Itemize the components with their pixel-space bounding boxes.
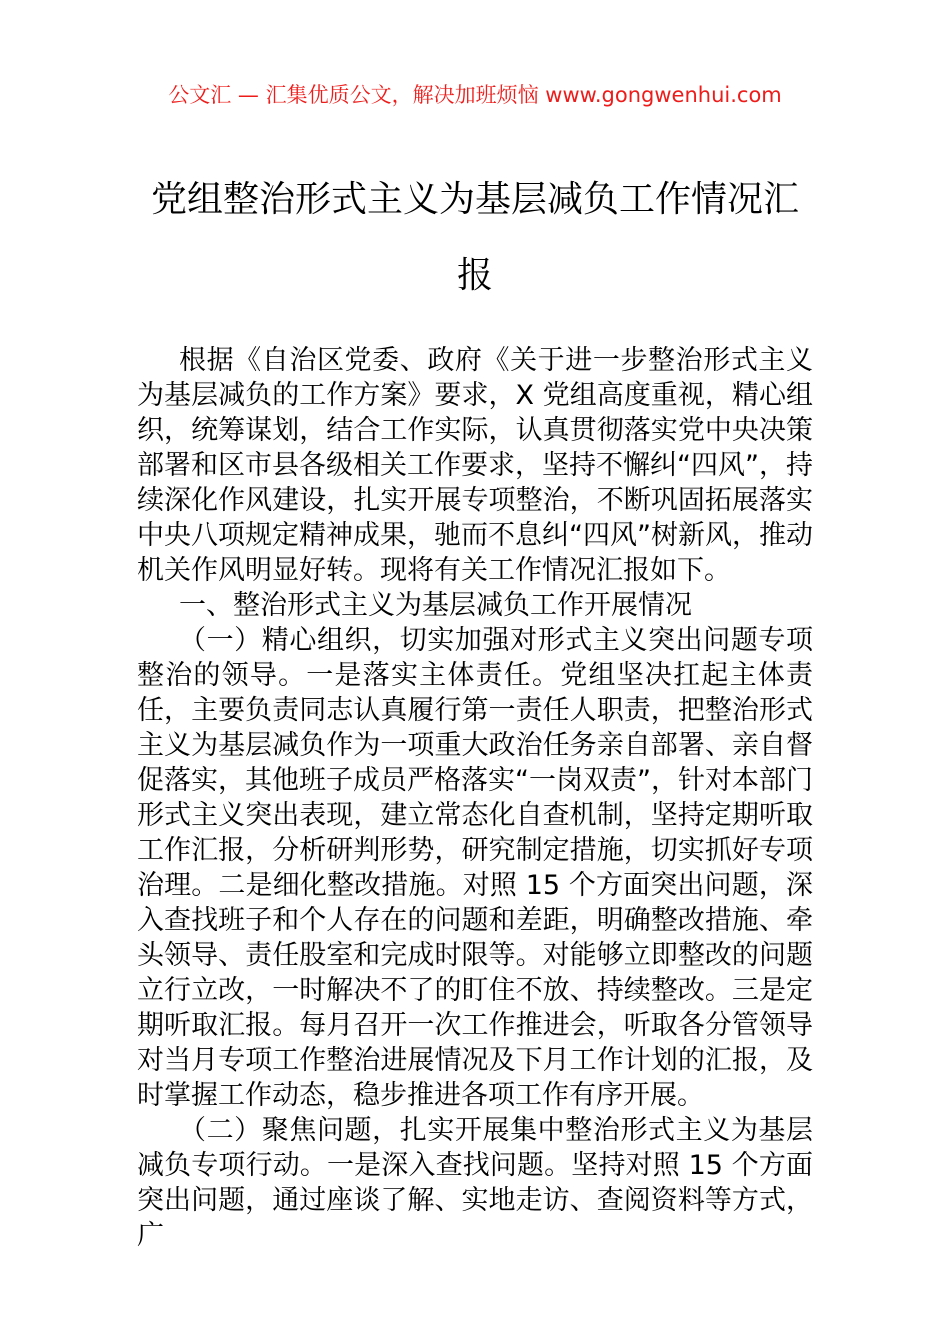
document-body	[137, 343, 813, 1253]
paragraph-intro: 根据《自治区党委、政府《关于进一步整治形式主义为基层减负的工作方案》要求，X 党组高度重视，精心组织，统筹谋划，结合工作实际，认真贯彻落实党中央决策部署和区市县各级相关工作要求，坚持不懈纠“四风”，持续深化作风建设，扎实开展专项整治，不断巩固拓展落实中央八项规定精神成果，驰而不息纠“四风”树新风，推动机关作风明显好转。现将有关工作情况汇报如下。	[137, 345, 813, 586]
section-heading: 一、整治形式主义为基层减负工作开展情况	[179, 590, 692, 621]
paragraph-section-one: （一）精心组织，切实加强对形式主义突出问题专项整治的领导。一是落实主体责任。党组坚决扛起主体责任，主要负责同志认真履行第一责任人职责，把整治形式主义为基层减负作为一项重大政治任务亲自部署、亲自督促落实，其他班子成员严格落实“一岗双责”，针对本部门形式主义突出表现，建立常态化自查机制，坚持定期听取工作汇报，分析研判形势，研究制定措施，切实抓好专项治理。二是细化整改措施。对照 15 个方面突出问题，深入查找班子和个人存在的问题和差距，明确整改措施、牵头领导、责任股室和完成时限等。对能够立即整改的问题立行立改，一时解决不了的盯住不放、持续整改。三是定期听取汇报。每月召开一次工作推进会，听取各分管领导对当月专项工作整治进展情况及下月工作计划的汇报，及时掌握工作动态，稳步推进各项工作有序开展。	[137, 625, 813, 1111]
document-title: 党组整治形式主义为基层减负工作情况汇报	[150, 179, 799, 296]
site-watermark-header: 公文汇 — 汇集优质公文，解决加班烦恼 www.gongwenhui.com	[168, 83, 782, 107]
paragraph-section-two: （二）聚焦问题，扎实开展集中整治形式主义为基层减负专项行动。一是深入查找问题。坚持对照 15 个方面突出问题，通过座谈了解、实地走访、查阅资料等方式，广	[137, 1115, 813, 1251]
